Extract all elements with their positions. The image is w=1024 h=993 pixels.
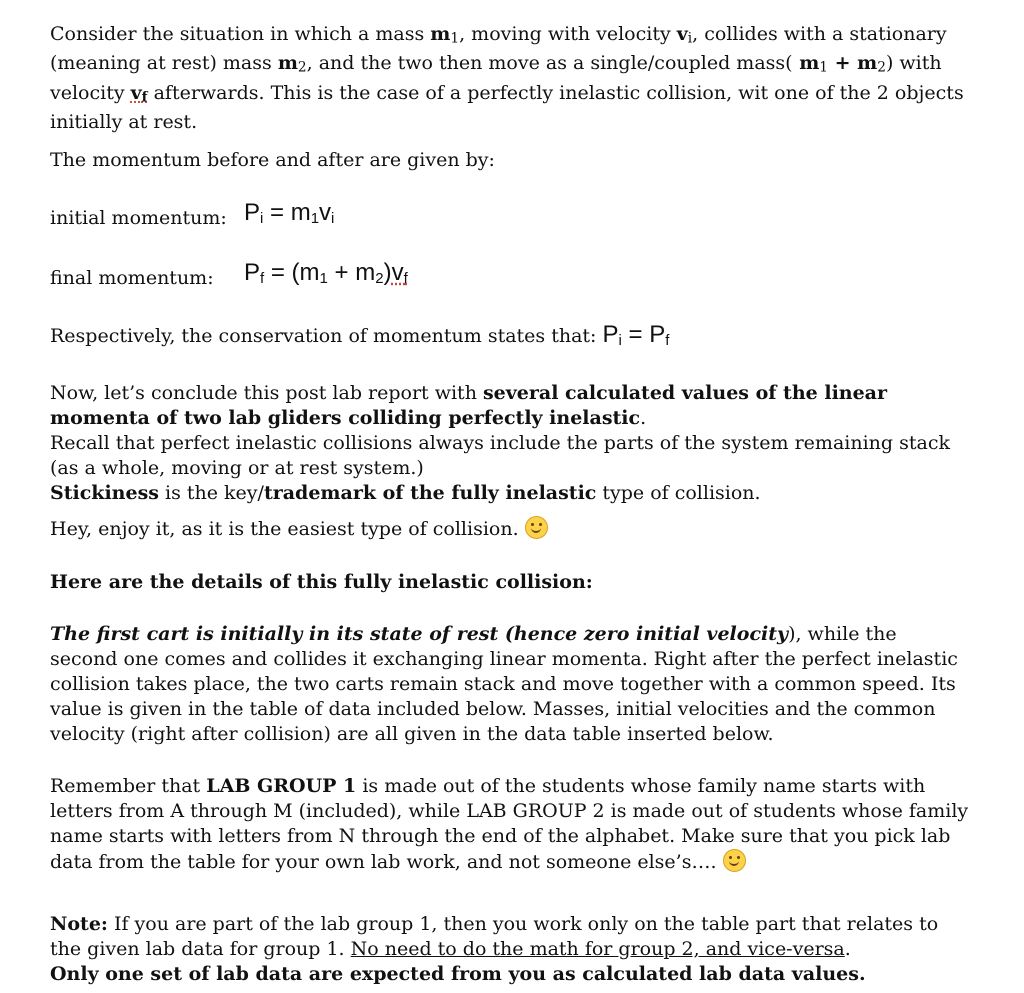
conservation-line: Respectively, the conservation of momentum states that: Pi = Pf xyxy=(50,321,670,349)
conclude-paragraph: Now, let’s conclude this post lab report with several calculated values of the linear momenta of two lab gliders colliding perfectly inelastic. Recall that perfect inelastic collisions always include the parts of the system remaining stack (as a whole, moving or at rest system.) Stickiness is the key/trademark of the fully inelastic type of collision. xyxy=(50,382,950,504)
final-momentum-equation: Pf = (m1 + m2)vf xyxy=(244,259,408,287)
details-paragraph: The first cart is initially in its state of rest (hence zero initial velocity), while the second one comes and collides it exchanging linear momenta. Right after the perfect inelastic collision takes place, the two carts remain stack and move together with a common speed. Its value is given in the table of data included below. Masses, initial velocities and the common velocity (right after collision) are all given in the data table inserted below. xyxy=(50,623,958,745)
smiley-icon xyxy=(723,849,746,872)
details-heading: Here are the details of this fully inelastic collision: xyxy=(50,571,593,593)
initial-momentum-label: initial momentum: xyxy=(50,207,227,229)
vf-symbol: vf xyxy=(130,81,148,106)
enjoy-line: Hey, enjoy it, as it is the easiest type of collision. xyxy=(50,516,970,542)
remember-paragraph: Remember that LAB GROUP 1 is made out of the students whose family name starts with letters from A through M (included), while LAB GROUP 2 is made out of students whose family name starts with letters from N through the end of the alphabet. Make sure that you pick lab data from the table for your own lab work, and not someone else’s…. xyxy=(50,775,969,873)
note-paragraph: Note: If you are part of the lab group 1, then you work only on the table part that relates to the given lab data for group 1. No need to do the math for group 2, and vice-versa. Only one set of lab data are expected from you as calculated lab data values. xyxy=(50,913,939,985)
smiley-icon xyxy=(525,516,548,539)
final-momentum-row xyxy=(50,260,970,294)
initial-momentum-row xyxy=(50,200,970,234)
intro-paragraph: Consider the situation in which a mass m1, moving with velocity vi, collides with a stationary (meaning at rest) mass m2, and the two then move as a single/coupled mass( m1 + m2) with velocity vf afterwards. This is the case of a perfectly inelastic collision, wit one of the 2 objects initially at rest. xyxy=(50,23,964,134)
momentum-intro: The momentum before and after are given by: xyxy=(50,149,495,171)
initial-momentum-equation: Pi = m1vi xyxy=(244,199,335,227)
conservation-equation: Pi = Pf xyxy=(602,321,670,349)
final-momentum-label: final momentum: xyxy=(50,267,214,289)
